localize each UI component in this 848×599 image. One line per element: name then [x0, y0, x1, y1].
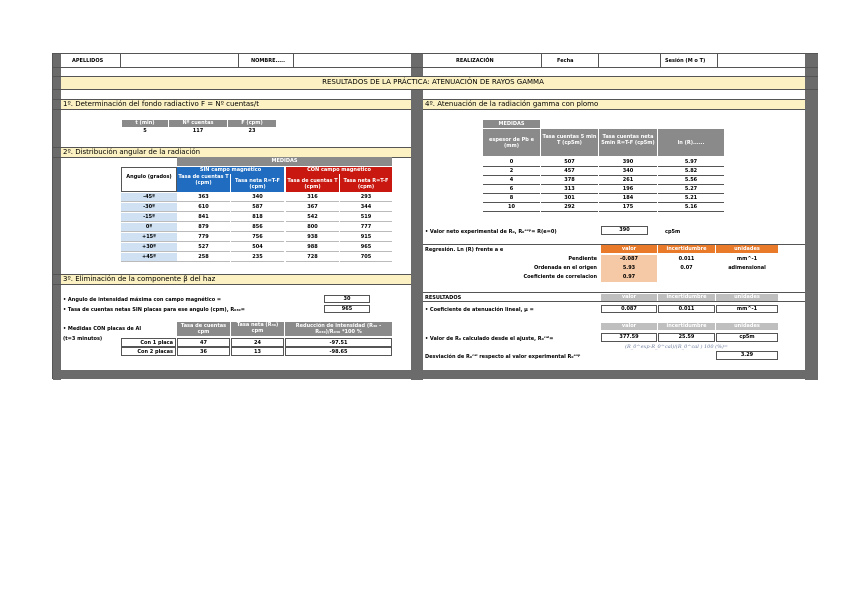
res-uni-header: unidades [716, 294, 778, 301]
s2-con-neta-header: Tasa neta R=T-F (cpm) [340, 174, 392, 192]
s2-cell: 542 [286, 213, 339, 222]
s2-sin-header: SIN campo magnético [177, 167, 284, 174]
s4-cell: 5.21 [658, 194, 724, 203]
res-mu-inc: 0.011 [658, 305, 715, 313]
s2-cell: 0º [121, 223, 177, 232]
s2-cell: 519 [340, 213, 392, 222]
s4-cell: 196 [599, 185, 657, 194]
s3-cell: 24 [231, 338, 284, 347]
res-inc-header-2: incertidumbre [658, 323, 715, 330]
s4-cell: 6 [483, 185, 540, 194]
res-mu-unit: mm^-1 [716, 305, 778, 313]
s4-cell: 2 [483, 167, 540, 176]
center-divider-bar [411, 54, 423, 380]
s3-neta-header: Tasa neta (R₃₀) cpm [231, 322, 284, 336]
s3-cell: -97.51 [285, 338, 392, 347]
s1-header-t: t (min) [122, 120, 168, 127]
s4-cell: 457 [541, 167, 598, 176]
s3-tiempo-label: (t=3 minutos) [63, 336, 103, 342]
s2-cell: -15º [121, 213, 177, 222]
s4-cell: 507 [541, 158, 598, 167]
s2-cell: 363 [177, 193, 230, 202]
s2-cell: 316 [286, 193, 339, 202]
res-r0-label: • Valor de R₀ calculado desde el ajuste, R₀ᶜᵃˡ= [425, 336, 554, 342]
s2-cell: 527 [177, 243, 230, 252]
res-formula: (R_0^exp-R_0^cal)/(R_0^cal ) 100 (%)= [625, 344, 728, 350]
reg-row-value: -0.087 [601, 255, 657, 264]
s4-cell: 5.56 [658, 176, 724, 185]
s4-cell: 0 [483, 158, 540, 167]
s2-cell: 988 [286, 243, 339, 252]
s3-cell: Con 1 placa [121, 338, 176, 347]
s2-cell: 756 [231, 233, 284, 242]
s4-cell: 4 [483, 176, 540, 185]
s4-cell: 390 [599, 158, 657, 167]
reg-row-label: Coeficiente de correlacion [523, 274, 597, 280]
s3-cell: Con 2 placas [121, 347, 176, 356]
s2-cell: 841 [177, 213, 230, 222]
res-valor-header: valor [601, 294, 657, 301]
s2-cell: 779 [177, 233, 230, 242]
fecha-label: Fecha [557, 58, 574, 64]
res-inc-header: incertidumbre [658, 294, 715, 301]
s2-cell: 879 [177, 223, 230, 232]
s2-cell: 965 [340, 243, 392, 252]
nombre-label: NOMBRE..... [251, 58, 285, 64]
reg-row-inc: 0.07 [680, 265, 693, 271]
s4-cell: 378 [541, 176, 598, 185]
s2-con-header: CON campo magnético [286, 167, 392, 174]
res-dev-label: Desviación de R₀ᶜᵃˡ respecto al valor experimental R₀ᵉˣᵖ [425, 354, 581, 360]
s3-cell: 13 [231, 347, 284, 356]
s4-cell: 175 [599, 203, 657, 212]
s2-cell: +15º [121, 233, 177, 242]
s4-neta-header: Tasa cuentas neta 5min R=T-F (cp5m) [599, 129, 657, 156]
res-uni-header-2: unidades [716, 323, 778, 330]
s4-cell: 261 [599, 176, 657, 185]
s2-cell: 938 [286, 233, 339, 242]
s3-tasa-header: Tasa de cuentas cpm [177, 322, 230, 336]
res-valor-header-2: valor [601, 323, 657, 330]
reg-uni-header: unidades [716, 245, 778, 253]
s4-medidas-header: MEDIDAS [483, 120, 540, 128]
reg-row-unit: adimensional [728, 265, 766, 271]
realizacion-label: REALIZACIÓN [456, 58, 494, 64]
s2-medidas-header: MEDIDAS [177, 157, 392, 166]
res-dev-value: 3.29 [716, 351, 778, 360]
reg-title: Regresión. Ln (R) frente a e [425, 247, 504, 253]
section-1-title: 1º. Determinación del fondo radiactivo F = Nº cuentas/t [63, 100, 259, 108]
section-4-title: 4º. Atenuación de la radiación gamma con plomo [425, 100, 599, 108]
reg-row-inc: 0.011 [678, 256, 695, 262]
s2-cell: 728 [286, 253, 339, 262]
reg-row-unit: mm^-1 [736, 256, 758, 262]
s1-value-cuentas: 117 [192, 128, 204, 134]
s3-rate-label: • Tasa de cuentas netas SIN placas para ese angulo (cpm), R₀₃₀= [63, 307, 245, 313]
res-mu-label: • Coeficiente de atenuación lineal, μ = [425, 307, 534, 313]
s4-cell: 8 [483, 194, 540, 203]
s4-r0-unit: cp5m [665, 229, 681, 235]
s1-value-t: 5 [143, 128, 147, 134]
reg-inc-header: incertidumbre [658, 245, 715, 253]
s2-cell: -45º [121, 193, 177, 202]
s2-con-tasa-header: Tasa de cuentas T (cpm) [286, 174, 339, 192]
s3-reduccion-header: Reducción de intensidad (R₃₀ - R₀₃₀)/R₀₃₀ *100 % [285, 322, 392, 336]
s3-cell: 47 [177, 338, 230, 347]
s2-cell: +45º [121, 253, 177, 262]
s4-espesor-header: espesor de Pb e (mm) [483, 129, 540, 156]
apellidos-label: APELLIDOS [72, 58, 104, 64]
s4-cell: 301 [541, 194, 598, 203]
s1-value-f: 23 [248, 128, 256, 134]
s1-header-f: F (cpm) [228, 120, 276, 127]
s2-sin-neta-header: Tasa neta R=T-F (cpm) [231, 174, 284, 192]
s2-cell: 800 [286, 223, 339, 232]
res-mu-value: 0.087 [601, 305, 657, 313]
s2-cell: 777 [340, 223, 392, 232]
s2-cell: -30º [121, 203, 177, 212]
s3-cell: 36 [177, 347, 230, 356]
s2-cell: 235 [231, 253, 284, 262]
s4-cell: 340 [599, 167, 657, 176]
s4-cell: 5.16 [658, 203, 724, 212]
section-2-title: 2º. Distribución angular de la radiación [63, 148, 201, 156]
s2-cell: +30º [121, 243, 177, 252]
s2-cell: 367 [286, 203, 339, 212]
s3-rate-value: 965 [324, 305, 370, 313]
section-3-title: 3º. Eliminación de la componente β del haz [63, 275, 216, 283]
s2-sin-tasa-header: Tasa de cuentas T (cpm) [177, 174, 230, 192]
s3-placas-label: • Medidas CON placas de Al [63, 326, 142, 332]
s4-r0-label: • Valor neto experimental de R₀, R₀ᵉˣᵖ= R(e=0) [425, 229, 557, 235]
reg-row-label: Ordenada en el origen [534, 265, 597, 271]
reg-row-value: 0.97 [601, 273, 657, 282]
s3-angle-value: 30 [324, 295, 370, 303]
reg-row-value: 5.93 [601, 264, 657, 273]
s4-ln-header: ln (R)...... [658, 129, 724, 156]
res-title: RESULTADOS [425, 295, 462, 301]
s1-header-cuentas: Nº cuentas [169, 120, 227, 127]
spreadsheet [52, 53, 818, 379]
s4-cell: 5.27 [658, 185, 724, 194]
s2-cell: 818 [231, 213, 284, 222]
s2-cell: 504 [231, 243, 284, 252]
sesion-label: Sesión (M o T) [665, 58, 706, 64]
s4-cell: 313 [541, 185, 598, 194]
right-margin-bar [805, 54, 818, 380]
s2-angulo-header: Angulo (grados) [121, 167, 177, 192]
left-margin-bar [53, 54, 61, 380]
s2-cell: 915 [340, 233, 392, 242]
s2-cell: 705 [340, 253, 392, 262]
s4-cell: 184 [599, 194, 657, 203]
s2-cell: 344 [340, 203, 392, 212]
page-title: RESULTADOS DE LA PRÁCTICA: ATENUACIÓN DE RAYOS GAMMA [322, 78, 544, 86]
s2-cell: 340 [231, 193, 284, 202]
s2-cell: 293 [340, 193, 392, 202]
res-r0-unit: cp5m [716, 333, 778, 342]
bottom-bar [53, 370, 818, 379]
s4-cell: 292 [541, 203, 598, 212]
res-r0-value: 377.59 [601, 333, 657, 342]
s3-angle-label: • Angulo de intensidad máxima con campo magnético = [63, 297, 222, 303]
s2-cell: 856 [231, 223, 284, 232]
s2-cell: 610 [177, 203, 230, 212]
s4-cell: 5.82 [658, 167, 724, 176]
res-r0-inc: 25.59 [658, 333, 715, 342]
s4-cell: 5.97 [658, 158, 724, 167]
s2-cell: 258 [177, 253, 230, 262]
reg-row-label: Pendiente [568, 256, 597, 262]
s4-r0-value: 390 [601, 226, 648, 235]
reg-valor-header: valor [601, 245, 657, 253]
s4-cell: 10 [483, 203, 540, 212]
s3-cell: -98.65 [285, 347, 392, 356]
s4-tasa-header: Tasa cuentas 5 min T (cp5m) [541, 129, 598, 156]
s2-cell: 587 [231, 203, 284, 212]
